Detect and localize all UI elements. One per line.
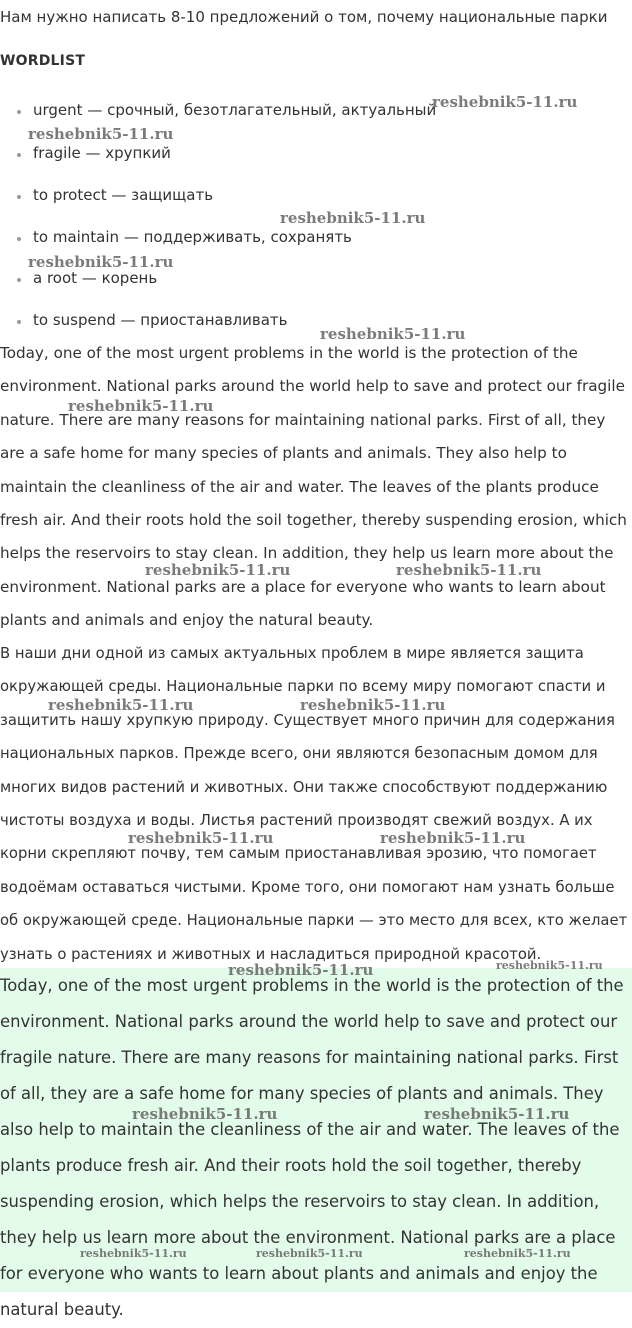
- watermark: reshebnik5-11.ru: [228, 961, 374, 979]
- list-item: to suspend — приостанавливать: [33, 311, 288, 329]
- answer-block: [0, 968, 632, 1319]
- watermark: reshebnik5-11.ru: [256, 1247, 363, 1260]
- wordlist-heading: WORDLIST: [0, 53, 86, 69]
- list-item: fragile — хрупкий: [33, 144, 171, 162]
- watermark: reshebnik5-11.ru: [424, 1105, 570, 1123]
- watermark: reshebnik5-11.ru: [432, 93, 578, 111]
- watermark: reshebnik5-11.ru: [464, 1247, 571, 1260]
- watermark: reshebnik5-11.ru: [145, 561, 291, 579]
- intro-text: Нам нужно написать 8-10 предложений о том, почему национальные парки: [0, 8, 608, 26]
- watermark: reshebnik5-11.ru: [28, 253, 174, 271]
- watermark: reshebnik5-11.ru: [280, 209, 426, 227]
- answer-paragraph: Today, one of the most urgent problems in the world is the protection of the environment. National parks around the world help to save and protect our fragile nature. There are many reasons for maintaining national parks. First of all, they are a safe home for many species of plants and animals. They also help to maintain the cleanliness of the air and water. The leaves of the plants produce fresh air. And their roots hold the soil together, thereby suspending erosion, which helps the reservoirs to stay clean. In addition, they help us learn more about the environment. National parks are a place for everyone who wants to learn about plants and animals and enjoy the natural beauty.: [0, 976, 624, 1319]
- watermark: reshebnik5-11.ru: [396, 561, 542, 579]
- list-item: urgent — срочный, безотлагательный, актуальный: [33, 101, 437, 119]
- watermark: reshebnik5-11.ru: [132, 1105, 278, 1123]
- watermark: reshebnik5-11.ru: [80, 1247, 187, 1260]
- watermark: reshebnik5-11.ru: [300, 696, 446, 714]
- watermark: reshebnik5-11.ru: [28, 125, 174, 143]
- watermark: reshebnik5-11.ru: [320, 325, 466, 343]
- watermark: reshebnik5-11.ru: [48, 696, 194, 714]
- russian-paragraph: В наши дни одной из самых актуальных проблем в мире является защита окружающей среды. Национальные парки по всему миру помогают спасти и защитить нашу хрупкую природу. Существует много причин для содержания национальных парков. Прежде всего, они являются безопасным домом для многих видов растений и животных. Они также способствуют поддержанию чистоты воздуха и воды. Листья растений производят свежий воздух. А их корни скрепляют почву, тем самым приостанавливая эрозию, что помогает водоёмам оставаться чистыми. Кроме того, они помогают нам узнать больше об окружающей среде. Национальные парки — это место для всех, кто желает узнать о растениях и животных и насладиться природной красотой.: [0, 645, 628, 963]
- list-item: to maintain — поддерживать, сохранять: [33, 228, 352, 246]
- watermark: reshebnik5-11.ru: [496, 959, 603, 972]
- list-item: to protect — защищать: [33, 186, 214, 204]
- watermark: reshebnik5-11.ru: [128, 829, 274, 847]
- watermark: reshebnik5-11.ru: [380, 829, 526, 847]
- english-paragraph: Today, one of the most urgent problems in the world is the protection of the environment. National parks around the world help to save and protect our fragile nature. There are many reasons for maintaining national parks. First of all, they are a safe home for many species of plants and animals. They also help to maintain the cleanliness of the air and water. The leaves of the plants produce fresh air. And their roots hold the soil together, thereby suspending erosion, which helps the reservoirs to stay clean. In addition, they help us learn more about the environment. National parks are a place for everyone who wants to learn about plants and animals and enjoy the natural beauty.: [0, 344, 627, 630]
- watermark: reshebnik5-11.ru: [68, 397, 214, 415]
- list-item: a root — корень: [33, 269, 158, 287]
